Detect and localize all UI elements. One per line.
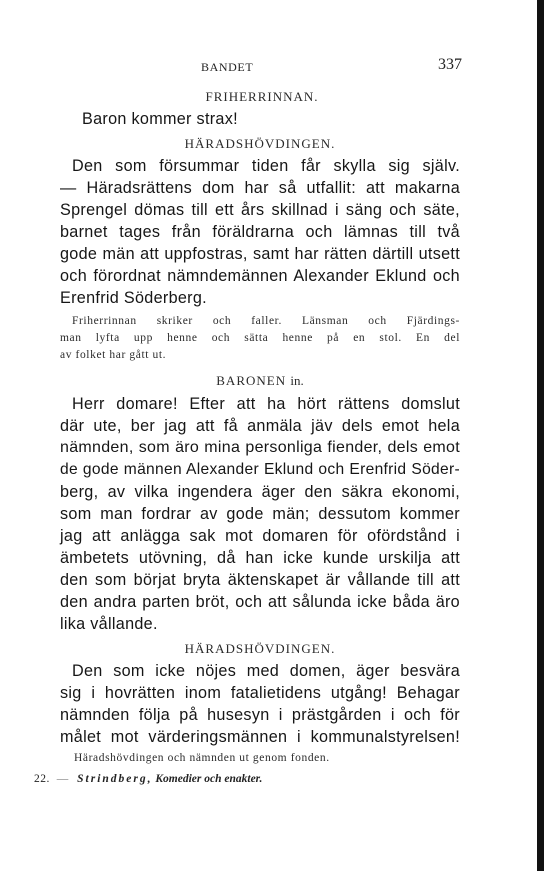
speaker-friherrinnan: FRIHERRINNAN.	[205, 89, 319, 104]
speech-line: Baron kommer strax!	[82, 110, 238, 128]
speech-line: som man fordrar av gode män; dessutom kommer	[60, 505, 460, 523]
speech-friherrinnan	[60, 108, 460, 130]
speech-line: — Häradsrättens dom har så utfallit: att makarna	[60, 179, 460, 197]
footer-author: Strindberg,	[77, 773, 153, 785]
page-body	[60, 88, 460, 767]
page-number: 337	[438, 56, 462, 73]
speech-line: barnet tages från föräldrarna och lämnas till två	[60, 223, 460, 241]
speech-haradshovdingen-appeal	[60, 660, 460, 748]
speech-line: sig i hovrätten inom fatalietidens utgång! Behagar	[60, 684, 460, 702]
stage-direction-collapse	[60, 313, 460, 364]
speech-haradshovdingen-verdict	[60, 155, 460, 309]
scan-page-edge	[537, 0, 544, 871]
speech-line: Erenfrid Söderberg.	[60, 289, 207, 307]
speech-line: nämnden följa på husesyn i prästgården i och för	[60, 706, 460, 724]
speech-line: den andra parten bröt, och att sålunda icke båda äro	[60, 593, 460, 611]
speaker-haradshovdingen-1: HÄRADSHÖVDINGEN.	[184, 136, 336, 151]
stage-line: av folket har gått ut.	[60, 349, 167, 361]
running-head-title: BANDET	[201, 60, 254, 74]
speech-line: Den som försummar tiden får skylla sig själv.	[72, 157, 460, 175]
speech-line: de gode männen Alexander Eklund och Erenfrid Söder-	[60, 461, 460, 478]
speech-line: nämnden, som äro mina personliga fiender, dels emot	[60, 439, 460, 456]
speech-line: gode män att uppfostras, samt har rätten därtill utsett	[60, 245, 460, 263]
speaker-haradshovdingen-2: HÄRADSHÖVDINGEN.	[184, 641, 336, 656]
speech-line: jag att anlägga sak mot domaren för ofördstånd i	[60, 527, 460, 545]
speech-line: Herr domare! Efter att ha hört rättens domslut	[72, 395, 460, 413]
footer-dash: —	[56, 773, 69, 785]
signature-footer	[34, 773, 262, 785]
stage-direction-exit	[60, 750, 460, 767]
speech-line: Sprengel dömas till ett års skillnad i säng och säte,	[60, 201, 460, 219]
speech-line: Den som icke nöjes med domen, äger besvära	[72, 662, 460, 680]
stage-line: Häradshövdingen och nämnden ut genom fonden.	[74, 752, 330, 764]
speech-line: den som börjat bryta äktenskapet är vållande till att	[60, 571, 460, 589]
speaker-baronen	[60, 372, 460, 389]
speech-line: lika vållande.	[60, 615, 158, 633]
speech-line: där ute, ber jag att få anmäla jäv dels emot hela	[60, 417, 460, 435]
speech-line: målet mot värderingsmännen i kommunalstyrelsen!	[60, 728, 460, 746]
speech-baronen	[60, 393, 460, 635]
stage-line: Friherrinnan skriker och faller. Länsman och Fjärdings-	[72, 315, 460, 327]
speaker-name: BARONEN	[216, 373, 287, 388]
signature-number: 22.	[34, 773, 50, 785]
speech-line: och förordnat nämndemännen Alexander Eklund och	[60, 267, 460, 285]
stage-line: man lyfta upp henne och sätta henne på en stol. En del	[60, 332, 460, 344]
footer-work-title: Komedier och enakter.	[155, 773, 263, 785]
speech-line: berg, av vilka ingendera äger den säkra ekonomi,	[60, 483, 460, 501]
running-head	[0, 56, 537, 76]
speaker-direction: in.	[290, 373, 304, 388]
speech-line: ämbetets utövning, då han icke kunde urskilja att	[60, 549, 460, 567]
